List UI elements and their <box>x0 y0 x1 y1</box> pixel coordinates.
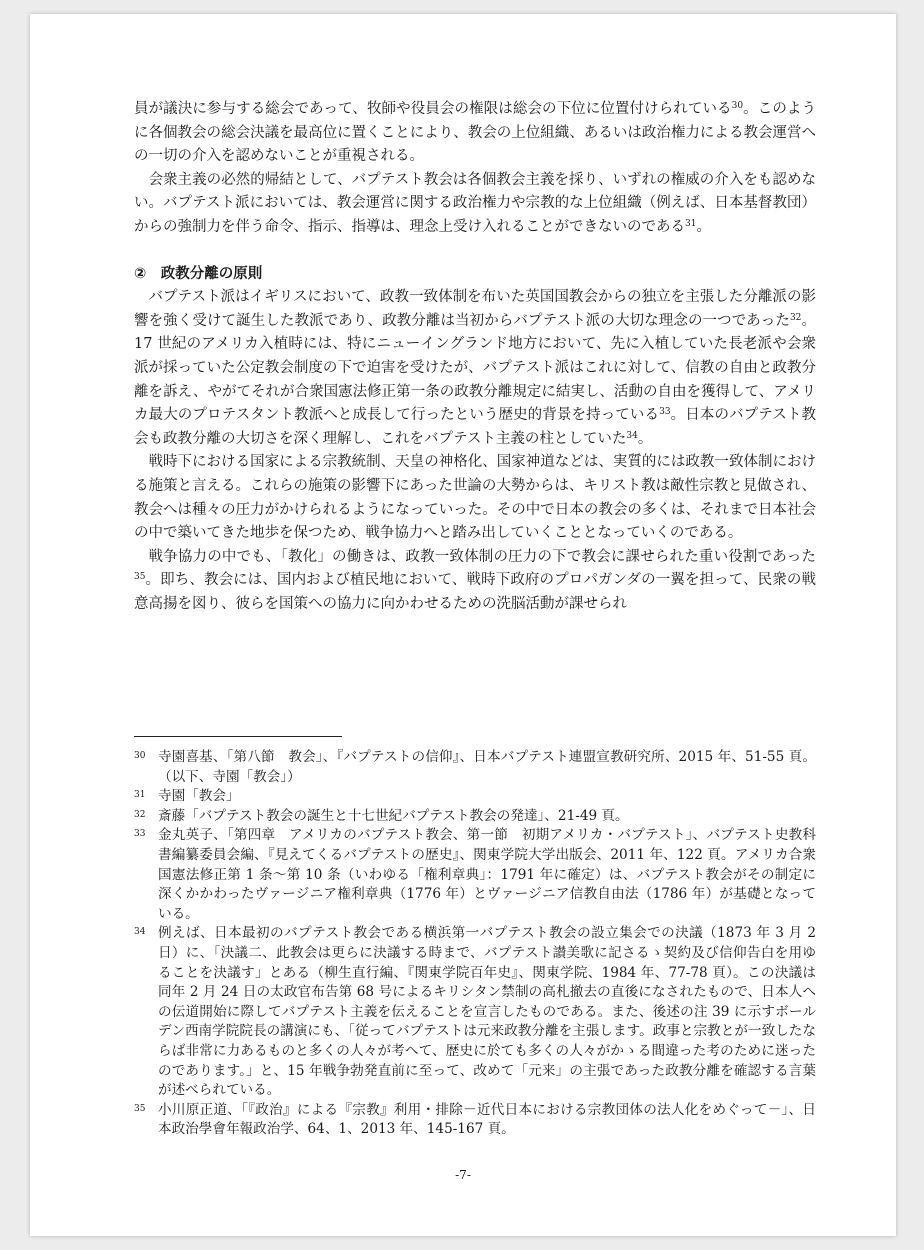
footnote-text: 小川原正道、「『政治』による『宗教』利用・排除－近代日本における宗教団体の法人化をめぐって－」、日本政治學會年報政治学、64、1、2013 年、145-167 頁。 <box>158 1101 816 1138</box>
paragraph-text: 。 <box>637 430 653 447</box>
paragraph-text: 。日本のバプテスト教会も政教分離の大切さを深く理解し、これをバプテスト主義の柱としていた <box>134 407 817 447</box>
footnote-ref[interactable]: 31 <box>685 218 697 229</box>
paragraph-text: 員が議決に参与する総会であって、牧師や役員会の権限は総会の下位に位置付けられている <box>134 101 732 117</box>
footnote <box>134 1101 816 1140</box>
paragraph-text: 。このように各個教会の総会決議を最高位に置くことにより、教会の上位組織、あるいは政治権力による教会運営への一切の介入を認めないことが重視される。 <box>134 101 817 165</box>
footnote-text: 寺園「教会」 <box>158 788 240 805</box>
paragraph: 戦時下における国家による宗教統制、天皇の神格化、国家神道などは、実質的には政教一致体制における施策と言える。これらの施策の影響下にあった世論の大勢からは、キリスト教は敵性宗教と見做され、教会へは種々の圧力がかけられるようになっていった。その中で日本の教会の多くは、それまで日本社会の中で築いてきた地歩を保つため、戦争協力へと踏み出していくこととなっていくのである。 <box>134 454 816 542</box>
paragraph <box>134 286 816 451</box>
footnote-ref[interactable]: 35 <box>134 572 146 583</box>
footnote-ref[interactable]: 34 <box>626 430 638 441</box>
footnote <box>134 826 816 924</box>
paragraph <box>134 169 816 240</box>
paragraph-text: 戦争協力の中でも、「教化」の働きは、政教一致体制の圧力の下で教会に課せられた重い役割であった <box>148 548 816 565</box>
footnotes <box>134 748 816 1140</box>
footnote-ref[interactable]: 30 <box>731 101 744 111</box>
footnote <box>134 924 816 1100</box>
footnote-number: 31 <box>134 790 146 801</box>
paragraph <box>134 546 816 617</box>
footnote-ref[interactable]: 32 <box>789 312 802 323</box>
footnote-text: 斎藤「バプテスト教会の誕生と十七世紀バプテスト教会の発達」、21-49 頁。 <box>158 807 629 824</box>
footnote-number: 30 <box>134 751 146 761</box>
footnote <box>134 807 816 827</box>
footnote-number: 33 <box>134 829 146 840</box>
footnote-text: 例えば、日本最初のバプテスト教会である横浜第一バプテスト教会の設立集会での決議（1873 年 3 月 2 日）に、「決議二、此教会は更らに決議する時まで、バプテスト讃美歌に記さるゝ契約及び信仰告白を用ゆることを決議す」とある（柳生直行編、『関東学院百年史』、関東学院、1984 年、77-78 頁）。この決議は同年 2 月 24 日の太政官布告第 68 号によるキリシタン禁制の高札撤去の直後になされたもので、日本人への伝道開始に際してバプテスト主義を伝えることを宣言したものである。また、後述の注 39 に示すボールデン西南学院院長の講演にも、「従ってバプテストは元来政教分離を主張します。政事と宗教とが一致したならば非常に力あるものと多くの人々が考へて、歴史に於ても多くの人々がかゝる間違った考のために迷ったのであります。」と、15 年戦争勃発直前に至って、改めて「元来」の主張であった政教分離を確認する言葉が述べられている。 <box>158 925 816 1099</box>
footnote-ref[interactable]: 33 <box>659 407 671 418</box>
paragraph-text: 。17 世紀のアメリカ入植時には、特にニューイングランド地方において、先に入植していた長老派や会衆派が採っていた公定教会制度の下で迫害を受けたが、バプテスト派はこれに対して、信教の自由と政教分離を訴え、やがてそれが合衆国憲法修正第一条の政教分離規定に結実し、活動の自由を獲得して、アメリカ最大のプロテスタント教派へと成長して行ったという歴史的背景を持っている <box>134 312 816 424</box>
footnote-text: 寺園喜基、「第八節 教会」、『バプテストの信仰』、日本バプテスト連盟宣教研究所、2015 年、51-55 頁。（以下、寺園「教会」） <box>158 749 816 785</box>
footnote <box>134 787 816 807</box>
footnote <box>134 748 816 787</box>
page-number: -7- <box>455 1168 471 1182</box>
document-page <box>30 14 896 1236</box>
paragraph-text: 会衆主義の必然的帰結として、バプテスト教会は各個教会主義を採り、いずれの権威の介入をも認めない。バプテスト派においては、教会運営に関する政治権力や宗教的な上位組織（例えば、日本基督教団）からの強制力を伴う命令、指示、指導は、理念上受け入れることができないのである <box>134 171 816 235</box>
paragraph-text: 。即ち、教会には、国内および植民地において、戦時下政府のプロパガンダの一翼を担って、民衆の戦意高揚を図り、彼らを国策への協力に向かわせるための洗脳活動が課せられ <box>134 572 816 612</box>
footnote-text: 金丸英子、「第四章 アメリカのバプテスト教会、第一節 初期アメリカ・バプテスト」、バプテスト史教科書編纂委員会編、『見えてくるバプテストの歴史』、関東学院大学出版会、2011 年、122 頁。アメリカ合衆国憲法修正第 1 条～第 10 条（いわゆる「権利章典」：1791 年に確定）は、バプテスト教会がその制定に深くかかわったヴァージニア権利章典（1776 年）とヴァージニア信教自由法（1786 年）が基礎となっている。 <box>158 827 816 922</box>
paragraph-text: 。 <box>696 218 711 235</box>
section-heading: ② 政教分離の原則 <box>134 265 263 282</box>
body-text <box>134 98 816 616</box>
footnote-number: 34 <box>134 927 146 938</box>
paragraph-text: バプテスト派はイギリスにおいて、政教一致体制を布いた英国国教会からの独立を主張した分離派の影響を強く受けて誕生した教派であり、政教分離は当初からバプテスト派の大切な理念の一つであった <box>134 289 816 329</box>
paragraph <box>134 98 816 169</box>
footnote-divider <box>134 736 342 737</box>
footnote-number: 35 <box>134 1103 146 1114</box>
footnote-number: 32 <box>134 809 146 820</box>
